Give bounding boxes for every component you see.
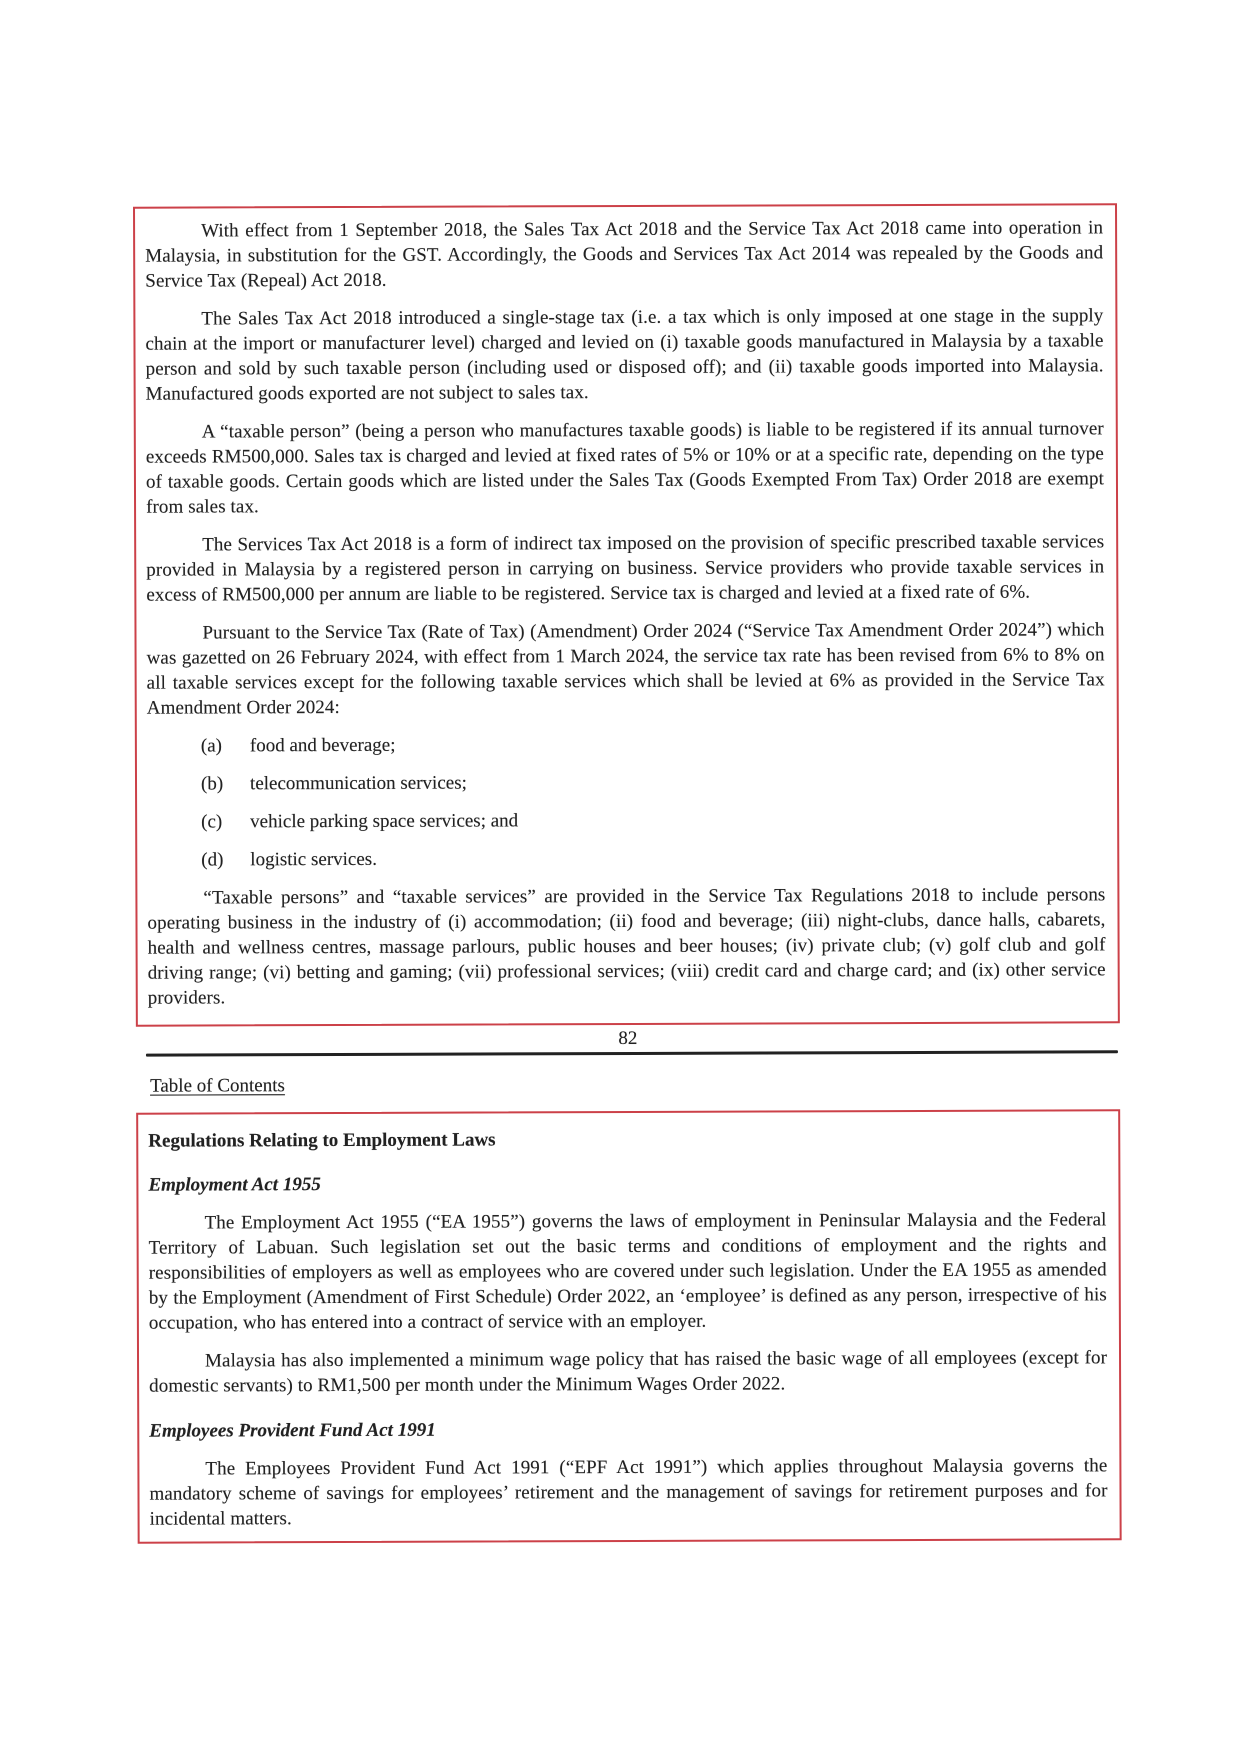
subsection-title-epf-act-1991: Employees Provident Fund Act 1991 [149, 1419, 436, 1442]
page-divider-rule [146, 1050, 1118, 1056]
employment-section-annotation-box [136, 1109, 1121, 1543]
list-item-text: food and beverage; [249, 734, 396, 757]
exempt-services-list [147, 730, 1105, 872]
list-item-marker: (a) [200, 735, 223, 757]
list-item-text: vehicle parking space services; and [250, 810, 519, 833]
list-item-marker: (c) [201, 811, 223, 833]
list-item [147, 844, 1105, 872]
paragraph-minimum-wage: Malaysia has also implemented a minimum wage policy that has raised the basic wage of all employees (except for domestic servants) to RM1,500 per month under the Minimum Wages Order 2022. [149, 1347, 1108, 1397]
paragraph-sales-tax-act: The Sales Tax Act 2018 introduced a single-stage tax (i.e. a tax which is only imposed at one stage in the supply chain at the import or manufacturer level) charged and levied on (i) taxable goods manufactured in Malaysia by a taxable person and sold by such taxable person (including used or disposed off); and (ii) taxable goods imported into Malaysia. Manufactured goods exported are not subject to sales tax. [145, 305, 1104, 405]
paragraph-taxable-person: A “taxable person” (being a person who manufactures taxable goods) is liable to be registered if its annual turnover exceeds RM500,000. Sales tax is charged and levied at fixed rates of 5% or 10% or at a specific rate, depending on the type of taxable goods. Certain goods which are listed under the Sales Tax (Goods Exempted From Tax) Order 2018 are exempt from sales tax. [145, 418, 1104, 518]
subsection-title-employment-act-1955: Employment Act 1955 [148, 1174, 321, 1196]
list-item-marker: (d) [201, 849, 224, 871]
list-item-text: logistic services. [250, 848, 377, 871]
list-item-marker: (b) [200, 773, 224, 795]
tax-section-annotation-box [133, 203, 1120, 1026]
paragraph-epf-act-1991: The Employees Provident Fund Act 1991 (“EPF Act 1991”) which applies throughout Malaysia governs the mandatory scheme of savings for employees’ retirement and the management of savings for retirement purposes and for incidental matters. [149, 1455, 1108, 1530]
paragraph-service-tax-amendment: Pursuant to the Service Tax (Rate of Tax) (Amendment) Order 2024 (“Service Tax Amendment Order 2024”) which was gazetted on 26 February 2024, with effect from 1 March 2024, the service tax rate has been revised from 6% to 8% on all taxable services except for the following taxable services which shall be levied at 6% as provided in the Service Tax Amendment Order 2024: [146, 619, 1105, 719]
section-heading-employment-laws: Regulations Relating to Employment Laws [148, 1129, 496, 1152]
paragraph-taxable-persons-definition: “Taxable persons” and “taxable services” are provided in the Service Tax Regulations 2018 to include persons operating business in the industry of (i) accommodation; (ii) food and beverage; (iii) night-clubs, dance halls, cabarets, health and wellness centres, massage parlours, public houses and beer houses; (iv) private club; (v) golf club and golf driving range; (vi) betting and gaming; (vii) professional services; (viii) credit card and charge card; and (ix) other service providers. [147, 884, 1106, 1009]
list-item [147, 730, 1105, 758]
list-item [147, 806, 1105, 834]
paragraph-services-tax-act: The Services Tax Act 2018 is a form of indirect tax imposed on the provision of specific prescribed taxable services provided in Malaysia by a registered person in carrying on business. Service providers who provide taxable services in excess of RM500,000 per annum are liable to be registered. Service tax is charged and levied at a fixed rate of 6%. [146, 531, 1105, 606]
page-number: 82 [618, 1027, 638, 1050]
scanned-document-page [133, 203, 1122, 1543]
paragraph-sales-service-tax-intro: With effect from 1 September 2018, the Sales Tax Act 2018 and the Service Tax Act 2018 came into operation in Malaysia, in substitution for the GST. Accordingly, the Goods and Services Tax Act 2014 was repealed by the Goods and Service Tax (Repeal) Act 2018. [145, 217, 1104, 292]
list-item-text: telecommunication services; [249, 772, 467, 795]
table-of-contents-link[interactable]: Table of Contents [150, 1075, 285, 1097]
paragraph-employment-act-1955: The Employment Act 1955 (“EA 1955”) governs the laws of employment in Peninsular Malaysia and the Federal Territory of Labuan. Such legislation set out the basic terms and conditions of employment and the rights and responsibilities of employers as well as employees who are covered under such legislation. Under the EA 1955 as amended by the Employment (Amendment of First Schedule) Order 2022, an ‘employee’ is defined as any person, irrespective of his occupation, who has entered into a contract of service with an employer. [148, 1209, 1107, 1334]
toc-link-row [150, 1070, 1120, 1099]
list-item [147, 768, 1105, 796]
